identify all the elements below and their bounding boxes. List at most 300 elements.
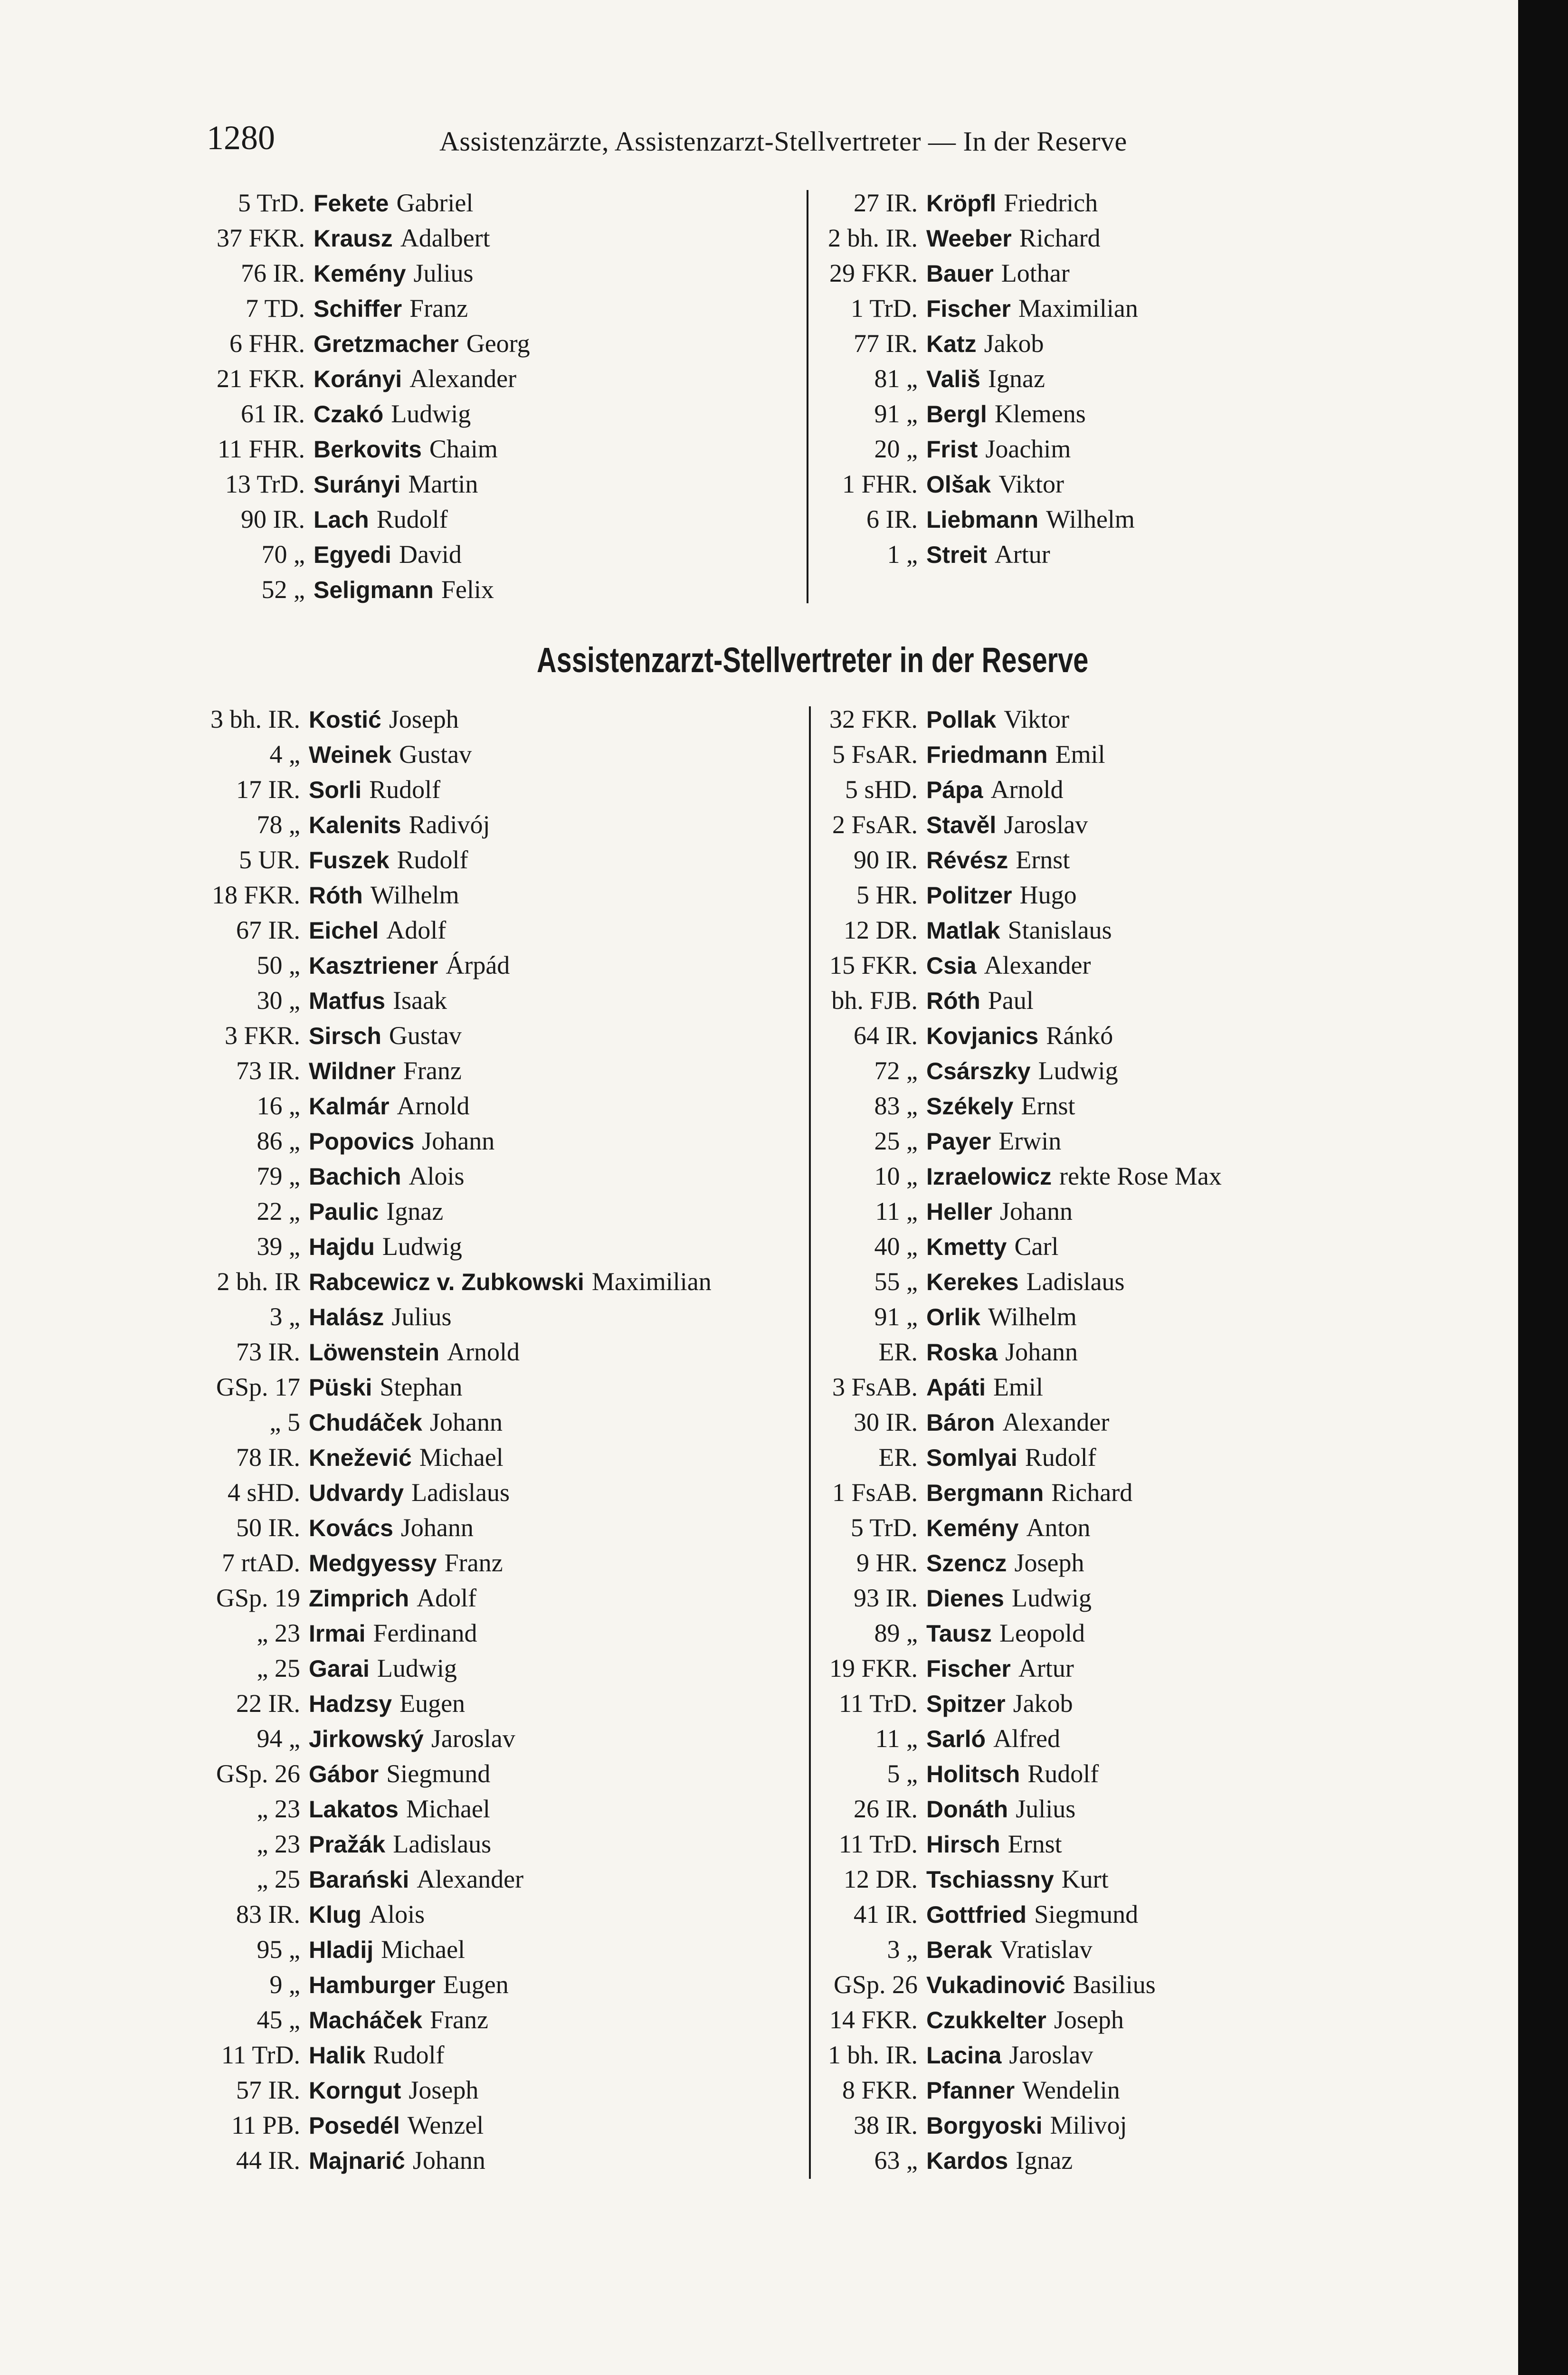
entry-surname: Schiffer	[314, 295, 402, 322]
entry-surname: Rabcewicz v. Zubkowski	[309, 1269, 584, 1295]
entry-unit: 91 „	[874, 1302, 918, 1331]
entry-given-name: Alexander	[417, 1865, 524, 1893]
entry-given-name: Ignaz	[386, 1197, 444, 1226]
entry-given-name: Eugen	[399, 1689, 466, 1718]
roster-entry	[815, 912, 1337, 948]
entry-unit: 26 IR.	[854, 1795, 918, 1823]
entry-surname: Knežević	[309, 1444, 412, 1471]
roster-entry	[815, 1299, 1337, 1334]
entry-unit: 70 „	[261, 540, 305, 569]
entry-given-name: Arnold	[990, 775, 1064, 804]
roster-entry	[815, 1405, 1337, 1440]
entry-given-name: Alexander	[409, 364, 517, 393]
roster-entry	[207, 1299, 805, 1334]
entry-unit: 4 sHD.	[227, 1478, 300, 1507]
entry-unit: GSp. 19	[216, 1584, 300, 1612]
roster-entry	[815, 1123, 1337, 1159]
entry-surname: Garai	[309, 1655, 370, 1682]
entry-given-name: Julius	[391, 1302, 452, 1331]
roster-entry	[207, 1123, 805, 1159]
entry-unit: 39 „	[257, 1232, 300, 1261]
entry-given-name: Ludwig	[377, 1654, 457, 1682]
entry-surname: Borgyoski	[926, 2112, 1043, 2139]
roster-entry	[207, 2143, 805, 2178]
entry-given-name: Ferdinand	[373, 1619, 477, 1647]
entry-given-name: Ludwig	[391, 399, 471, 428]
entry-given-name: Wilhelm	[370, 881, 459, 909]
roster-entry	[207, 1932, 805, 1967]
entry-unit: ER.	[878, 1443, 918, 1472]
entry-unit: 78 IR.	[236, 1443, 300, 1472]
entry-unit: 5 TrD.	[850, 1513, 918, 1542]
entry-unit: 20 „	[874, 435, 918, 463]
entry-surname: Székely	[926, 1093, 1014, 1120]
entry-given-name: Klemens	[994, 399, 1086, 428]
entry-given-name: Carl	[1014, 1232, 1059, 1261]
roster-entry	[815, 1264, 1337, 1299]
roster-entry	[207, 983, 805, 1018]
entry-unit: 1 bh. IR.	[828, 2041, 918, 2069]
entry-unit: 72 „	[874, 1056, 918, 1085]
entry-unit: GSp. 17	[216, 1373, 300, 1401]
roster-entry	[815, 1545, 1337, 1580]
entry-given-name: Alois	[369, 1900, 425, 1928]
roster-entry	[815, 983, 1337, 1018]
entry-unit: 45 „	[257, 2005, 300, 2034]
entry-surname: Majnarić	[309, 2147, 405, 2174]
entry-surname: Hirsch	[926, 1831, 1000, 1858]
entry-given-name: Richard	[1051, 1478, 1133, 1507]
entry-given-name: Rudolf	[1025, 1443, 1096, 1472]
entry-surname: Löwenstein	[309, 1339, 440, 1366]
entry-unit: 4 „	[269, 740, 300, 769]
roster-entry	[207, 1826, 805, 1862]
entry-unit: 12 DR.	[843, 1865, 918, 1893]
entry-surname: Gottfried	[926, 1901, 1027, 1928]
entry-surname: Eichel	[309, 917, 379, 944]
entry-given-name: Joachim	[985, 435, 1071, 463]
entry-given-name: Arnold	[447, 1338, 520, 1366]
entry-surname: Jirkowský	[309, 1726, 424, 1752]
entry-given-name: Siegmund	[1034, 1900, 1139, 1928]
entry-unit: 73 IR.	[236, 1056, 300, 1085]
entry-given-name: Ernst	[1016, 846, 1070, 874]
entry-given-name: Wilhelm	[988, 1302, 1077, 1331]
entry-surname: Udvardy	[309, 1480, 404, 1506]
entry-surname: Irmai	[309, 1620, 366, 1647]
entry-given-name: Radivój	[409, 810, 490, 839]
roster-entry	[207, 572, 767, 607]
entry-given-name: Joseph	[1014, 1548, 1084, 1577]
entry-unit: 16 „	[257, 1092, 300, 1120]
entry-surname: Kovjanics	[926, 1023, 1039, 1049]
entry-unit: „ 23	[257, 1619, 300, 1647]
entry-surname: Kmetty	[926, 1234, 1007, 1260]
entry-surname: Kalmár	[309, 1093, 390, 1120]
entry-given-name: Isaak	[393, 986, 447, 1015]
entry-given-name: Rudolf	[397, 846, 468, 874]
entry-given-name: Lothar	[1001, 259, 1070, 287]
roster-entry	[207, 737, 805, 772]
roster-entry	[207, 1545, 805, 1580]
roster-entry	[815, 1159, 1337, 1194]
entry-given-name: Julius	[413, 259, 474, 287]
roster-entry	[207, 361, 767, 396]
roster-entry	[207, 502, 767, 537]
entry-surname: Révész	[926, 847, 1008, 874]
entry-given-name: Maximilian	[591, 1267, 712, 1296]
entry-surname: Kröpfl	[926, 190, 997, 217]
entry-surname: Liebmann	[926, 506, 1039, 533]
roster-entry	[815, 1686, 1337, 1721]
entry-unit: 1 FHR.	[842, 470, 918, 498]
roster-entry	[815, 1053, 1337, 1088]
roster-entry	[815, 2037, 1337, 2072]
entry-unit: ER.	[878, 1338, 918, 1366]
entry-given-name: Erwin	[998, 1127, 1062, 1155]
entry-surname: Korányi	[314, 366, 402, 392]
entry-surname: Csia	[926, 952, 977, 979]
entry-unit: 3 bh. IR.	[210, 705, 300, 733]
roster-entry	[815, 1510, 1337, 1545]
roster-entry	[207, 220, 767, 256]
entry-surname: Bachich	[309, 1163, 401, 1190]
entry-unit: GSp. 26	[833, 1970, 918, 1999]
entry-unit: 83 „	[874, 1092, 918, 1120]
entry-given-name: Leopold	[999, 1619, 1085, 1647]
entry-given-name: Alexander	[1002, 1408, 1110, 1436]
entry-surname: Klug	[309, 1901, 362, 1928]
entry-surname: Fekete	[314, 190, 389, 217]
roster-entry	[207, 1264, 805, 1299]
roster-entry	[815, 1721, 1337, 1756]
entry-unit: 12 DR.	[843, 916, 918, 944]
entry-surname: Barański	[309, 1866, 409, 1893]
entry-given-name: Franz	[444, 1548, 503, 1577]
entry-given-name: Joseph	[1054, 2005, 1124, 2034]
roster-entry	[207, 1686, 805, 1721]
entry-unit: 10 „	[874, 1162, 918, 1190]
roster-entry	[819, 326, 1299, 361]
roster-entry	[207, 431, 767, 466]
entry-given-name: David	[399, 540, 462, 569]
column-divider	[809, 706, 811, 2179]
entry-surname: Seligmann	[314, 577, 434, 603]
roster-entry	[207, 2037, 805, 2072]
roster-entry	[207, 1791, 805, 1826]
entry-given-name: Ladislaus	[411, 1478, 510, 1507]
entry-surname: Paulic	[309, 1198, 379, 1225]
entry-given-name: Ludwig	[1038, 1056, 1118, 1085]
entry-unit: 83 IR.	[236, 1900, 300, 1928]
entry-unit: 18 FKR.	[211, 881, 300, 909]
entry-unit: 5 FsAR.	[832, 740, 918, 769]
entry-surname: Gretzmacher	[314, 331, 459, 357]
entry-surname: Zimprich	[309, 1585, 409, 1612]
roster-entry	[815, 807, 1337, 842]
roster-entry	[207, 1159, 805, 1194]
entry-given-name: Viktor	[1004, 705, 1070, 733]
entry-surname: Berkovits	[314, 436, 422, 463]
entry-unit: 11 TrD.	[838, 1830, 918, 1858]
entry-surname: Matlak	[926, 917, 1000, 944]
roster-entry	[815, 1791, 1337, 1826]
entry-surname: Róth	[926, 988, 980, 1014]
entry-surname: Kostić	[309, 706, 381, 733]
entry-surname: Kasztriener	[309, 952, 438, 979]
roster-entry	[207, 1053, 805, 1088]
entry-unit: 22 IR.	[236, 1689, 300, 1718]
entry-given-name: Jakob	[1013, 1689, 1073, 1718]
entry-unit: 81 „	[874, 364, 918, 393]
roster-entry	[815, 1229, 1337, 1264]
entry-unit: „ 23	[257, 1795, 300, 1823]
roster-entry	[815, 842, 1337, 877]
entry-unit: „ 5	[269, 1408, 300, 1436]
entry-given-name: Johann	[999, 1197, 1073, 1226]
entry-given-name: Johann	[412, 2146, 485, 2175]
entry-unit: 63 „	[874, 2146, 918, 2175]
entry-unit: 25 „	[874, 1127, 918, 1155]
roster-entry	[815, 1651, 1337, 1686]
roster-entry	[819, 185, 1299, 220]
entry-unit: GSp. 26	[216, 1759, 300, 1788]
roster-entry	[815, 1194, 1337, 1229]
roster-entry	[207, 1615, 805, 1651]
roster-entry	[815, 1615, 1337, 1651]
entry-surname: Fischer	[926, 1655, 1011, 1682]
entry-unit: 93 IR.	[854, 1584, 918, 1612]
roster-entry	[819, 256, 1299, 291]
entry-unit: 55 „	[874, 1267, 918, 1296]
entry-surname: Korngut	[309, 2077, 401, 2104]
roster-entry	[815, 737, 1337, 772]
entry-unit: 7 TD.	[245, 294, 305, 323]
roster-entry	[207, 842, 805, 877]
entry-surname: Spitzer	[926, 1691, 1006, 1717]
roster-entry	[207, 1897, 805, 1932]
entry-unit: 95 „	[257, 1935, 300, 1964]
entry-surname: Vališ	[926, 366, 980, 392]
entry-unit: 77 IR.	[854, 329, 918, 358]
entry-given-name: Ernst	[1007, 1830, 1062, 1858]
entry-unit: 11 TrD.	[838, 1689, 918, 1718]
entry-surname: Macháček	[309, 2007, 423, 2033]
entry-surname: Matfus	[309, 988, 386, 1014]
entry-unit: 11 TrD.	[221, 2041, 300, 2069]
entry-surname: Dienes	[926, 1585, 1004, 1612]
entry-surname: Kemény	[926, 1515, 1019, 1541]
entry-given-name: Adolf	[417, 1584, 477, 1612]
entry-unit: 86 „	[257, 1127, 300, 1155]
roster-entry	[819, 220, 1299, 256]
entry-unit: 52 „	[261, 575, 305, 604]
entry-unit: 19 FKR.	[829, 1654, 918, 1682]
entry-given-name: Adalbert	[400, 224, 490, 252]
entry-surname: Katz	[926, 331, 977, 357]
roster-entry	[207, 1580, 805, 1615]
entry-given-name: Julius	[1016, 1795, 1076, 1823]
entry-surname: Vukadinović	[926, 1972, 1065, 1998]
roster-entry	[207, 466, 767, 502]
entry-surname: Kardos	[926, 2147, 1008, 2174]
entry-given-name: Gustav	[399, 740, 472, 769]
entry-surname: Báron	[926, 1409, 995, 1436]
entry-surname: Tschiassny	[926, 1866, 1054, 1893]
entry-given-name: Franz	[409, 294, 468, 323]
roster-entry	[207, 1405, 805, 1440]
entry-given-name: Siegmund	[386, 1759, 491, 1788]
roster-entry	[815, 1932, 1337, 1967]
roster-entry	[207, 1862, 805, 1897]
entry-surname: Holitsch	[926, 1761, 1020, 1787]
entry-given-name: Franz	[403, 1056, 462, 1085]
entry-unit: 41 IR.	[854, 1900, 918, 1928]
entry-given-name: Gabriel	[396, 189, 474, 217]
entry-unit: 30 „	[257, 986, 300, 1015]
entry-given-name: Ignaz	[988, 364, 1045, 393]
entry-unit: 11 PB.	[231, 2111, 300, 2139]
entry-unit: 5 TrD.	[238, 189, 305, 217]
entry-surname: Friedmann	[926, 741, 1048, 768]
entry-surname: Czakó	[314, 401, 384, 428]
roster-entry	[819, 502, 1299, 537]
entry-surname: Sirsch	[309, 1023, 381, 1049]
roster-entry	[815, 1088, 1337, 1123]
roster-entry	[207, 772, 805, 807]
entry-given-name: Anton	[1026, 1513, 1091, 1542]
roster-section-assistenzaerzte	[207, 185, 1299, 613]
entry-surname: Politzer	[926, 882, 1012, 909]
entry-unit: 90 IR.	[854, 846, 918, 874]
entry-given-name: Eugen	[443, 1970, 509, 1999]
entry-surname: Hladij	[309, 1937, 374, 1963]
roster-entry	[815, 1580, 1337, 1615]
entry-surname: Stavěl	[926, 812, 997, 838]
roster-entry	[815, 877, 1337, 912]
roster-entry	[207, 1018, 805, 1053]
roster-column-right	[815, 702, 1337, 2178]
entry-surname: Izraelowicz	[926, 1163, 1052, 1190]
roster-entry	[819, 291, 1299, 326]
entry-unit: 9 HR.	[856, 1548, 918, 1577]
entry-unit: 5 HR.	[856, 881, 918, 909]
entry-surname: Chudáček	[309, 1409, 422, 1436]
entry-unit: 50 „	[257, 951, 300, 979]
entry-unit: 79 „	[257, 1162, 300, 1190]
entry-surname: Csárszky	[926, 1058, 1031, 1084]
entry-unit: 22 „	[257, 1197, 300, 1226]
roster-entry	[207, 1967, 805, 2002]
entry-unit: 29 FKR.	[829, 259, 918, 287]
roster-column-left	[207, 702, 805, 2178]
entry-given-name: Basilius	[1073, 1970, 1156, 1999]
entry-given-name: Jakob	[984, 329, 1044, 358]
entry-given-name: rekte Rose Max	[1059, 1162, 1222, 1190]
entry-unit: „ 23	[257, 1830, 300, 1858]
entry-surname: Kerekes	[926, 1269, 1019, 1295]
roster-entry	[815, 1826, 1337, 1862]
entry-surname: Egyedi	[314, 542, 391, 568]
entry-surname: Hajdu	[309, 1234, 375, 1260]
entry-given-name: Arnold	[397, 1092, 470, 1120]
roster-entry	[207, 291, 767, 326]
entry-surname: Szencz	[926, 1550, 1007, 1577]
roster-entry	[815, 1018, 1337, 1053]
entry-given-name: Ludwig	[382, 1232, 462, 1261]
entry-given-name: Rudolf	[376, 505, 448, 533]
entry-unit: 67 IR.	[236, 916, 300, 944]
page-number: 1280	[207, 119, 275, 157]
roster-entry	[815, 1334, 1337, 1369]
entry-unit: 3 FKR.	[224, 1021, 300, 1050]
roster-entry	[819, 466, 1299, 502]
entry-surname: Tausz	[926, 1620, 992, 1647]
roster-entry	[207, 2002, 805, 2037]
entry-given-name: Alois	[409, 1162, 465, 1190]
entry-unit: 40 „	[874, 1232, 918, 1261]
entry-unit: „ 25	[257, 1865, 300, 1893]
entry-given-name: Paul	[988, 986, 1034, 1015]
entry-surname: Apáti	[926, 1374, 986, 1401]
entry-given-name: Martin	[408, 470, 478, 498]
roster-entry	[207, 912, 805, 948]
entry-unit: 76 IR.	[241, 259, 305, 287]
entry-surname: Pfanner	[926, 2077, 1015, 2104]
entry-surname: Hamburger	[309, 1972, 436, 1998]
entry-given-name: Ladislaus	[1026, 1267, 1125, 1296]
roster-entry	[815, 1369, 1337, 1405]
entry-unit: 57 IR.	[236, 2076, 300, 2104]
entry-unit: 90 IR.	[241, 505, 305, 533]
entry-surname: Fischer	[926, 295, 1011, 322]
entry-unit: 14 FKR.	[829, 2005, 918, 2034]
entry-unit: 37 FKR.	[216, 224, 305, 252]
entry-given-name: Michael	[381, 1935, 466, 1964]
entry-surname: Sorli	[309, 777, 362, 803]
entry-unit: 2 FsAR.	[832, 810, 918, 839]
column-divider	[807, 190, 808, 603]
entry-unit: 2 bh. IR.	[828, 224, 918, 252]
entry-surname: Halász	[309, 1304, 384, 1330]
entry-given-name: Michael	[419, 1443, 504, 1472]
roster-column-right	[819, 185, 1299, 572]
entry-given-name: Johann	[429, 1408, 503, 1436]
roster-entry	[207, 1440, 805, 1475]
entry-surname: Donáth	[926, 1796, 1008, 1823]
entry-given-name: Emil	[993, 1373, 1043, 1401]
entry-given-name: Artur	[1018, 1654, 1074, 1682]
entry-surname: Weinek	[309, 741, 392, 768]
roster-entry	[819, 361, 1299, 396]
entry-unit: 27 IR.	[854, 189, 918, 217]
roster-entry	[815, 1756, 1337, 1791]
roster-entry	[815, 2143, 1337, 2178]
entry-surname: Medgyessy	[309, 1550, 437, 1577]
entry-given-name: Vratislav	[1000, 1935, 1093, 1964]
entry-unit: 15 FKR.	[829, 951, 918, 979]
entry-surname: Fuszek	[309, 847, 390, 874]
entry-given-name: Richard	[1019, 224, 1101, 252]
entry-unit: „ 25	[257, 1654, 300, 1682]
entry-given-name: Wilhelm	[1046, 505, 1135, 533]
entry-surname: Püski	[309, 1374, 372, 1401]
roster-section-stellvertreter	[207, 702, 1337, 2188]
entry-given-name: Ladislaus	[393, 1830, 492, 1858]
entry-given-name: Ernst	[1021, 1092, 1075, 1120]
entry-unit: 78 „	[257, 810, 300, 839]
roster-entry	[207, 2072, 805, 2108]
